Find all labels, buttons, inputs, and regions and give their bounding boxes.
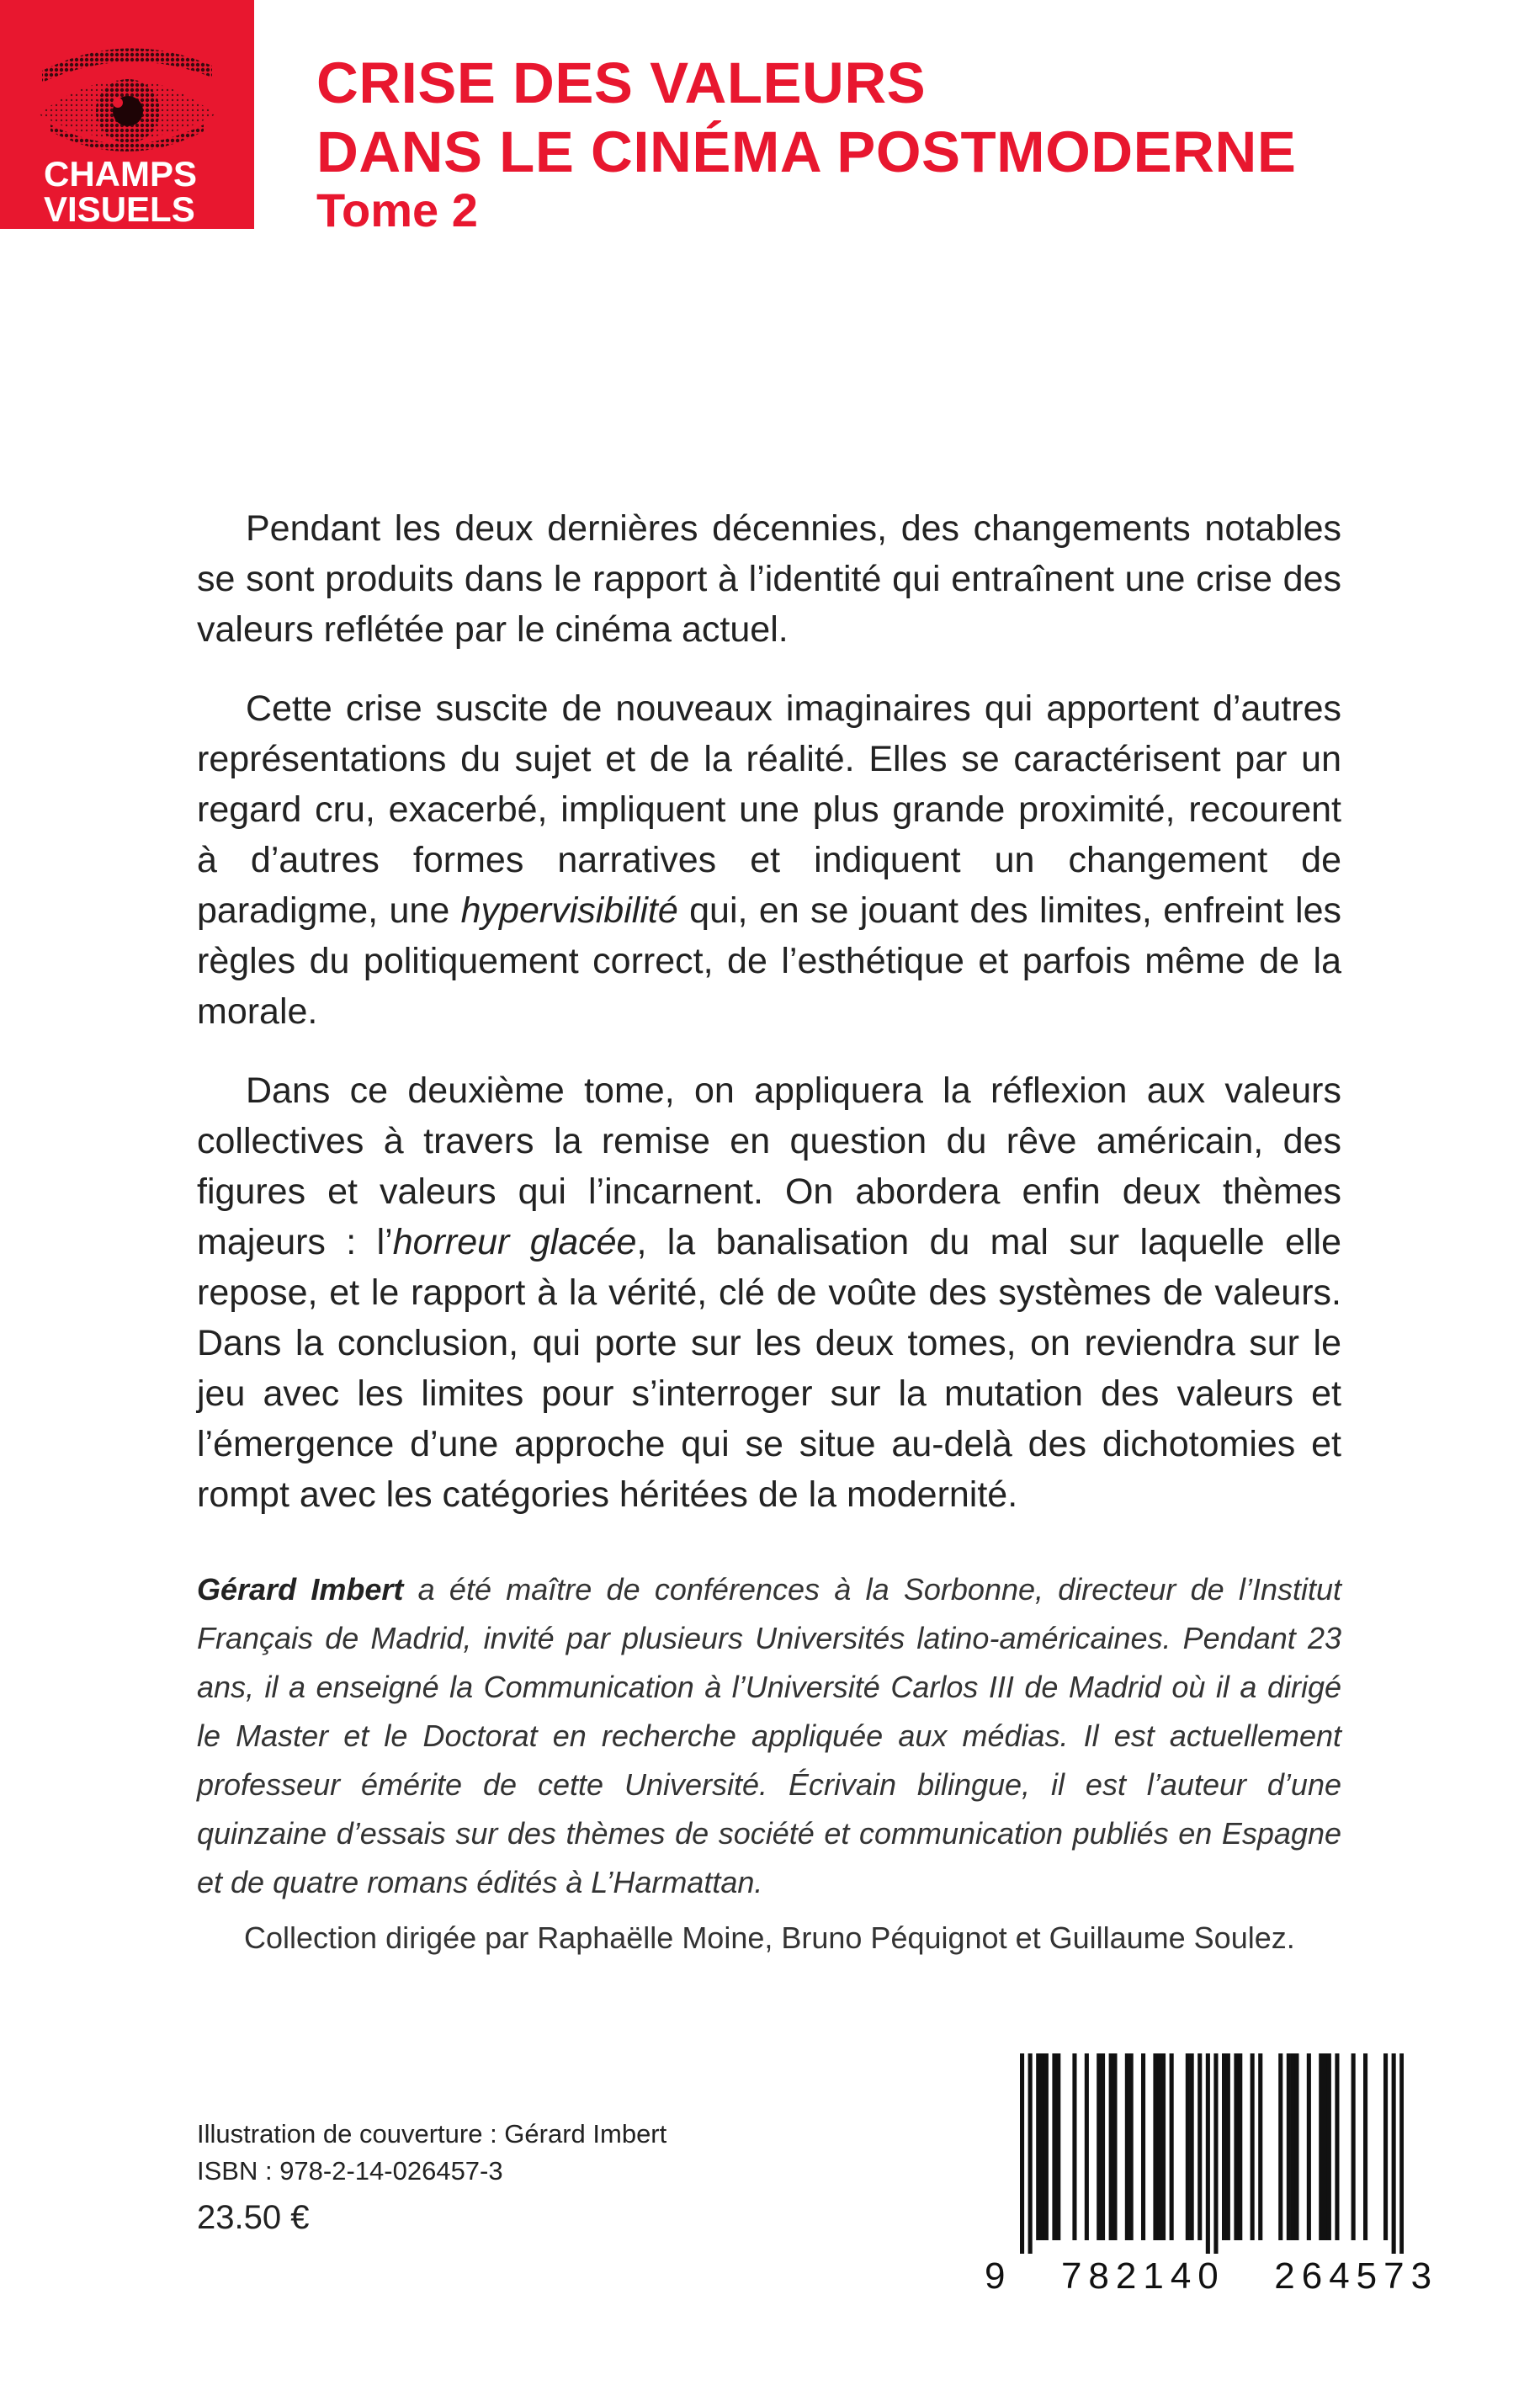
barcode-bar bbox=[1351, 2053, 1356, 2240]
author-name: Gérard Imbert bbox=[197, 1572, 404, 1607]
barcode-bar bbox=[1170, 2053, 1174, 2240]
barcode-bar bbox=[1327, 2053, 1331, 2240]
barcode-bar bbox=[1294, 2053, 1298, 2240]
barcode-bar bbox=[1278, 2053, 1282, 2240]
barcode-bar bbox=[1072, 2053, 1076, 2240]
author-bio-text: a été maître de conférences à la Sorbonne, directeur de l’Institut Français de Madrid, invité par plusieurs Universités latino-américaines. Pendant 23 ans, il a enseigné la Communication à l’Université Carlos III de Madrid où il a dirigé le Master et le Doctorat en recherche appliquée aux médias. Il est actuellement professeur émérite de cette Université. Écrivain bilingue, il est l’auteur d’une quinzaine d’essais sur des thèmes de société et communication publiés en Espagne et de quatre romans édités à L’Harmattan. bbox=[197, 1572, 1341, 1899]
logo-text bbox=[44, 154, 198, 229]
title-line-1: CRISE DES VALEURS bbox=[316, 50, 927, 115]
barcode-guard-bar bbox=[1028, 2053, 1033, 2254]
barcode-bar bbox=[1101, 2053, 1105, 2240]
price: 23.50 € bbox=[197, 2199, 310, 2236]
barcode-guard-bar bbox=[1020, 2053, 1024, 2254]
collection-logo bbox=[0, 0, 254, 229]
barcode-guard-bar bbox=[1213, 2053, 1218, 2254]
barcode-first-digit: 9 bbox=[985, 2255, 1012, 2297]
barcode-bar bbox=[1190, 2053, 1194, 2240]
barcode-bar bbox=[1129, 2053, 1134, 2240]
publication-info bbox=[197, 2116, 666, 2242]
blurb-paragraph-1: Pendant les deux dernières décennies, des changements notables se sont produits dans le rapport à l’identité qui entraînent une crise des valeurs reflétée par le cinéma actuel. bbox=[197, 508, 1341, 650]
collection-credits: Collection dirigée par Raphaëlle Moine, Bruno Péquignot et Guillaume Soulez. bbox=[244, 1920, 1295, 1955]
isbn: ISBN : 978-2-14-026457-3 bbox=[197, 2156, 503, 2186]
barcode-bar bbox=[1141, 2053, 1145, 2240]
barcode-bar bbox=[1197, 2053, 1202, 2240]
barcode-bar bbox=[1113, 2053, 1117, 2240]
barcode bbox=[1020, 2053, 1404, 2254]
barcode-bar bbox=[1085, 2053, 1089, 2240]
back-cover-blurb bbox=[197, 503, 1341, 1548]
blurb-p2-text-b: qui, en se jouant des limites, enfreint les règles du politiquement correct, de l’esthétique et parfois même de la morale. bbox=[197, 890, 1341, 1032]
barcode-bar bbox=[1097, 2053, 1101, 2240]
barcode-bar bbox=[1040, 2053, 1044, 2240]
barcode-bar bbox=[1335, 2053, 1339, 2240]
logo-line-1: CHAMPS bbox=[44, 154, 198, 194]
barcode-bar bbox=[1052, 2053, 1056, 2240]
blurb-paragraph-2 bbox=[197, 683, 1341, 1037]
barcode-bar bbox=[1161, 2053, 1166, 2240]
title-line-2: DANS LE CINÉMA POSTMODERNE bbox=[316, 120, 1297, 184]
barcode-digits bbox=[985, 2255, 1438, 2297]
barcode-bar bbox=[1383, 2053, 1388, 2240]
author-bio bbox=[197, 1565, 1341, 1907]
barcode-guard-bar bbox=[1399, 2053, 1404, 2254]
barcode-bar bbox=[1036, 2053, 1040, 2240]
barcode-guard-bar bbox=[1206, 2053, 1210, 2254]
blurb-p2-text-a: Cette crise suscite de nouveaux imaginaires qui apportent d’autres représentations du sujet et de la réalité. Elles se caractérisent par un regard cru, exacerbé, impliquent une plus grande proximité, recourent à d’autres formes narratives et indiquent un changement de paradigme, une bbox=[197, 688, 1341, 931]
barcode-bar bbox=[1234, 2053, 1238, 2240]
blurb-paragraph-3 bbox=[197, 1065, 1341, 1520]
barcode-bar bbox=[1157, 2053, 1161, 2240]
barcode-bar bbox=[1291, 2053, 1295, 2240]
barcode-bar bbox=[1307, 2053, 1311, 2240]
barcode-bar bbox=[1287, 2053, 1291, 2240]
barcode-bar bbox=[1323, 2053, 1327, 2240]
barcode-bar bbox=[1125, 2053, 1129, 2240]
logo-line-2: VISUELS bbox=[44, 189, 195, 229]
barcode-bar bbox=[1109, 2053, 1113, 2240]
barcode-bar bbox=[1319, 2053, 1323, 2240]
illustration-credit: Illustration de couverture : Gérard Imbert bbox=[197, 2119, 667, 2149]
barcode-left-group: 782140 bbox=[1060, 2255, 1225, 2297]
blurb-p3-text-a: Dans ce deuxième tome, on appliquera la réflexion aux valeurs collectives à travers la remise en question du rêve américain, des figures et valeurs qui l’incarnent. On abordera enfin deux thèmes majeurs : l’ bbox=[197, 1070, 1341, 1262]
barcode-right-group: 264573 bbox=[1274, 2255, 1439, 2297]
barcode-bar bbox=[1153, 2053, 1157, 2240]
barcode-bar bbox=[1222, 2053, 1226, 2240]
barcode-bar bbox=[1251, 2053, 1255, 2240]
blurb-p3-emphasis: horreur glacée bbox=[392, 1222, 637, 1262]
book-title bbox=[316, 49, 1296, 187]
barcode-bar bbox=[1363, 2053, 1367, 2240]
barcode-bar bbox=[1226, 2053, 1230, 2240]
blurb-p3-text-b: , la banalisation du mal sur laquelle elle repose, et le rapport à la vérité, clé de voûte des systèmes de valeurs. Dans la conclusion, qui porte sur les deux tomes, on reviendra sur le jeu avec les limites pour s’interroger sur la mutation des valeurs et l’émergence d’une approche qui se situe au-delà des dichotomies et rompt avec les catégories héritées de la modernité. bbox=[197, 1222, 1341, 1515]
barcode-bar bbox=[1238, 2053, 1242, 2240]
barcode-guard-bar bbox=[1392, 2053, 1396, 2254]
volume-subtitle: Tome 2 bbox=[316, 183, 478, 236]
barcode-bar bbox=[1258, 2053, 1262, 2240]
barcode-bar bbox=[1186, 2053, 1190, 2240]
eye-icon bbox=[34, 37, 220, 155]
blurb-p2-emphasis: hypervisibilité bbox=[460, 890, 678, 931]
barcode-bar bbox=[1056, 2053, 1060, 2240]
barcode-bar bbox=[1044, 2053, 1049, 2240]
